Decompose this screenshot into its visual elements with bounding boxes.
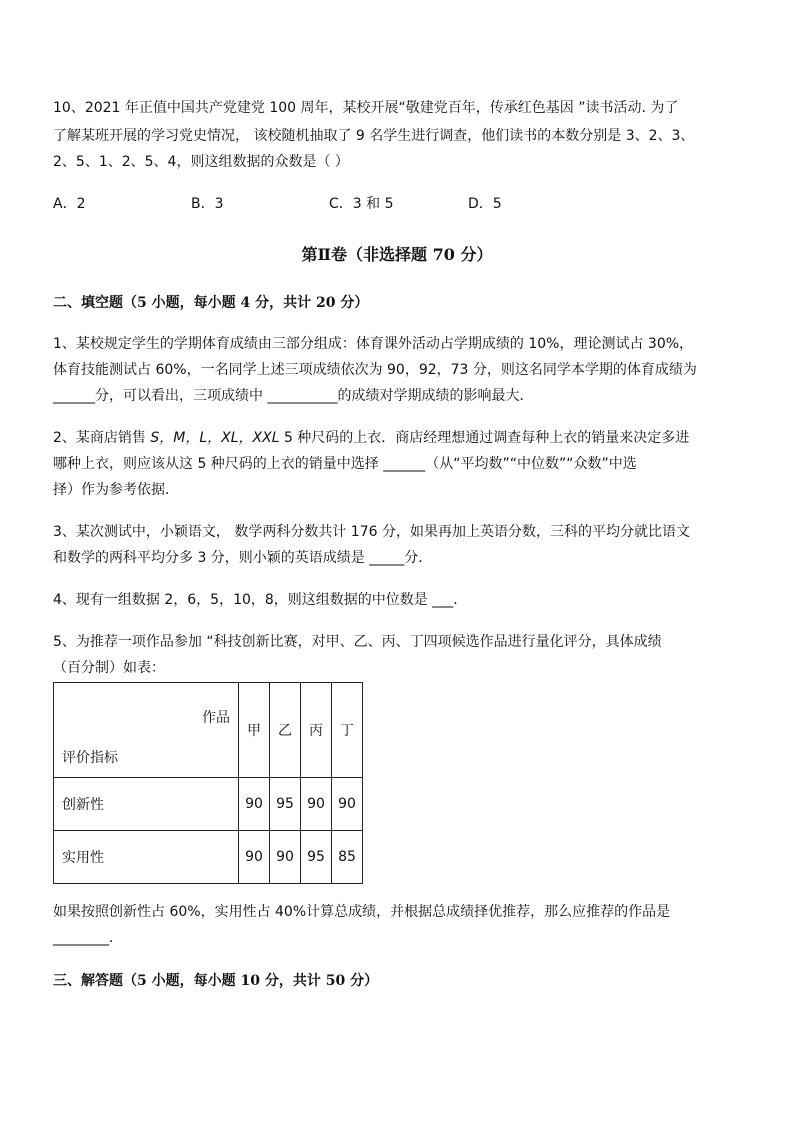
fill-q2-sizes: S，M，L，XL，XXL [150,430,280,446]
q10-line-2: 了解某班开展的学习党史情况， 该校随机抽取了 9 名学生进行调查，他们读书的本数分别是 3、2、3、 [53,128,695,144]
option-b: B．3 [191,196,224,212]
table-row [54,831,363,884]
fill-q1-line-1: 1、某校规定学生的学期体育成绩由三部分组成：体育课外活动占学期成绩的 10%，理论测试占 30%， [53,336,694,352]
fill-q2-line-1 [53,428,689,448]
score-table [53,682,363,884]
table-cell: 95 [270,778,301,831]
table-cell: 90 [239,778,270,831]
table-row-label: 实用性 [54,831,239,884]
section-2-title: 二、填空题（5 小题，每小题 4 分，共计 20 分） [53,295,369,311]
fill-q2-line-3: 择）作为参考依据． [53,482,179,498]
option-d: D．5 [468,196,502,212]
table-column-header: 丙 [301,683,332,778]
fill-q5-after-line-2: ________. [53,930,114,946]
table-cell: 90 [301,778,332,831]
q10-line-1: 10、2021 年正值中国共产党建党 100 周年，某校开展“敬建党百年，传承红色基因 ”读书活动. 为了 [53,100,679,116]
fill-q4-line-1: 4、现有一组数据 2，6，5，10，8，则这组数据的中位数是 ___． [53,592,468,608]
q10-line-3: 2、5、1、2、5、4，则这组数据的众数是（ ） [53,154,349,170]
table-row-label: 创新性 [54,778,239,831]
fill-q3-line-2: 和数学的两科平均分多 3 分，则小颖的英语成绩是 _____分． [53,550,433,566]
table-column-header: 甲 [239,683,270,778]
table-column-header: 丁 [332,683,363,778]
table-header-row [54,683,363,778]
table-header-criteria: 评价指标 [62,750,118,766]
fill-q3-line-1: 3、某次测试中，小颖语文， 数学两科分数共计 176 分，如果再加上英语分数，三科的平均分就比语文 [53,524,690,540]
table-cell: 85 [332,831,363,884]
section-3-title: 三、解答题（5 小题，每小题 10 分，共计 50 分） [53,973,379,989]
table-column-header: 乙 [270,683,301,778]
fill-q1-line-3: ______分，可以看出，三项成绩中 __________的成绩对学期成绩的影响最大． [53,388,534,404]
table-header-works: 作品 [202,710,230,726]
fill-q5-line-2: （百分制）如表： [53,660,165,676]
fill-q1-line-2: 体育技能测试占 60%，一名同学上述三项成绩依次为 90，92，73 分，则这名同学本学期的体育成绩为 [53,362,697,378]
table-cell: 95 [301,831,332,884]
table-diagonal-header-cell [54,683,239,778]
fill-q5-line-1: 5、为推荐一项作品参加 “科技创新比赛，对甲、乙、丙、丁四项候选作品进行量化评分，具体成绩 [53,634,662,650]
table-cell: 90 [239,831,270,884]
part-2-title: 第Ⅱ卷（非选择题 70 分） [301,245,493,264]
table-cell: 90 [332,778,363,831]
table-cell: 90 [270,831,301,884]
fill-q2-prefix: 2、某商店销售 [53,430,151,446]
option-a: A．2 [53,196,86,212]
fill-q5-after-line-1: 如果按照创新性占 60%，实用性占 40%计算总成绩，并根据总成绩择优推荐，那么应推荐的作品是 [53,904,671,920]
fill-q2-suffix: 5 种尺码的上衣．商店经理想通过调查每种上衣的销量来决定多进 [279,430,690,446]
fill-q2-line-2: 哪种上衣，则应该从这 5 种尺码的上衣的销量中选择 ______（从“平均数”“中位数”“众数”中选 [53,456,637,472]
option-c: C．3 和 5 [329,196,394,212]
table-row [54,778,363,831]
